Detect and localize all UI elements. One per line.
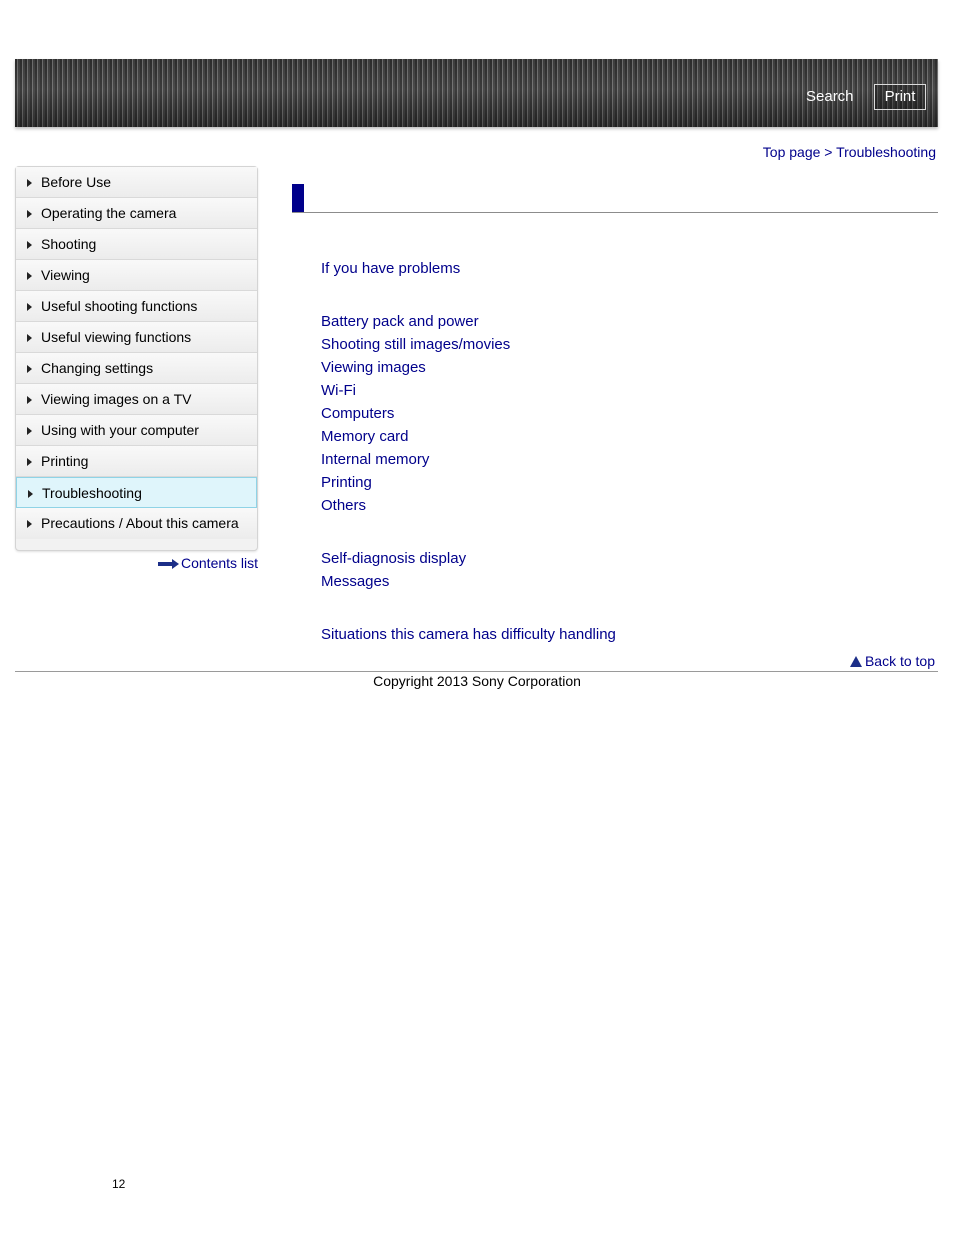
caret-right-icon [27,303,32,311]
sidebar-item-printing[interactable] [16,446,257,477]
sidebar-item-label: Troubleshooting [42,485,142,501]
sidebar-item-label: Shooting [41,236,97,252]
page-title-underline [292,212,938,213]
sidebar-item-label: Precautions / About this camera [41,515,239,531]
sidebar-item-useful-viewing-functions[interactable] [16,322,257,353]
top-header-bar [15,59,938,127]
caret-right-icon [27,272,32,280]
link-others[interactable]: Others [321,497,367,514]
sidebar-item-changing-settings[interactable] [16,353,257,384]
sidebar-item-useful-shooting-functions[interactable] [16,291,257,322]
link-self-diagnosis-display[interactable]: Self-diagnosis display [321,550,467,567]
copyright-text: Copyright 2013 Sony Corporation [373,673,581,689]
back-to-top-label: Back to top [864,653,935,669]
link-shooting-still-images-movies[interactable]: Shooting still images/movies [321,336,511,353]
sidebar-item-label: Using with your computer [41,422,199,438]
print-button[interactable]: Print [874,84,926,110]
link-battery-pack-and-power[interactable]: Battery pack and power [321,313,479,330]
caret-right-icon [27,365,32,373]
page-number: 12 [112,1177,126,1191]
breadcrumb-current[interactable]: Troubleshooting [836,144,936,160]
link-internal-memory[interactable]: Internal memory [321,451,430,468]
page-title-marker [292,184,304,213]
link-messages[interactable]: Messages [321,573,390,590]
sidebar-item-label: Useful shooting functions [41,298,198,314]
breadcrumb [763,144,936,160]
sidebar-item-label: Viewing images on a TV [41,391,192,407]
sidebar-nav [15,166,258,551]
caret-right-icon [27,396,32,404]
sidebar-item-label: Before Use [41,174,112,190]
sidebar-item-operating-the-camera[interactable] [16,198,257,229]
caret-right-icon [27,427,32,435]
sidebar-item-label: Operating the camera [41,205,177,221]
breadcrumb-separator: > [824,144,833,160]
caret-right-icon [27,241,32,249]
caret-right-icon [27,179,32,187]
footer-divider [15,671,938,672]
sidebar-item-before-use[interactable] [16,167,257,198]
arrow-right-icon [158,559,179,569]
sidebar-item-label: Printing [41,453,89,469]
caret-right-icon [28,490,33,498]
caret-right-icon [27,210,32,218]
sidebar-item-label: Useful viewing functions [41,329,192,345]
back-to-top-link[interactable] [850,653,935,669]
contents-list-label: Contents list [181,555,259,571]
sidebar-item-shooting[interactable] [16,229,257,260]
sidebar-item-troubleshooting[interactable] [16,477,257,508]
sidebar-item-viewing[interactable] [16,260,257,291]
sidebar-item-label: Changing settings [41,360,154,376]
triangle-up-icon [850,656,862,667]
link-viewing-images[interactable]: Viewing images [321,359,426,376]
link-printing[interactable]: Printing [321,474,372,491]
caret-right-icon [27,520,32,528]
sidebar-item-using-with-computer[interactable] [16,415,257,446]
caret-right-icon [27,458,32,466]
breadcrumb-top-page[interactable]: Top page [762,144,821,160]
link-computers[interactable]: Computers [321,405,395,422]
contents-list-link[interactable] [158,555,258,571]
sidebar-item-viewing-images-on-tv[interactable] [16,384,257,415]
sidebar-item-precautions[interactable] [16,508,257,539]
sidebar-item-label: Viewing [41,267,90,283]
caret-right-icon [27,334,32,342]
link-if-you-have-problems[interactable]: If you have problems [321,260,461,277]
link-situations-difficulty-handling[interactable]: Situations this camera has difficulty handling [321,626,616,643]
link-wi-fi[interactable]: Wi-Fi [321,382,356,399]
link-memory-card[interactable]: Memory card [321,428,409,445]
search-link[interactable]: Search [806,88,854,105]
